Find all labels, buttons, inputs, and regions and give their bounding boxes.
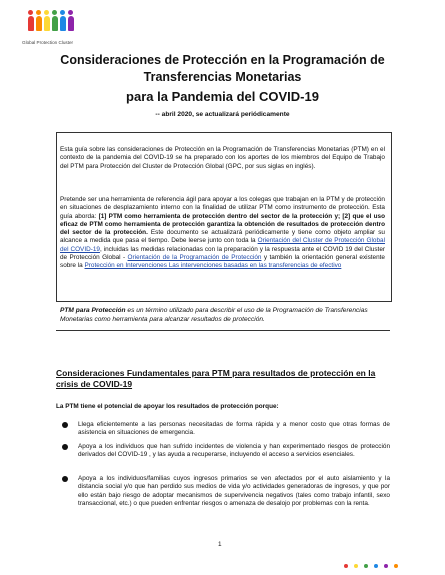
logo-figure-icon: [52, 16, 58, 31]
intro-paragraph-1: Esta guía sobre las consideraciones de Protección en la Programación de Transferencias Monetarias (PTM) en el contexto de la pandemia del COVID-19 se ha preparado con los aportes de los miembros del Equipo de Trabajo del PTM para Protección del Cluster de Protección Global (GPC, por sus siglas en inglés).: [60, 146, 385, 170]
dot-icon: [374, 564, 378, 568]
logo-figure-icon: [28, 16, 34, 31]
bullet-icon: [62, 444, 68, 450]
dot-icon: [394, 564, 398, 568]
document-page: Global Protection Cluster Consideraciones de Protección en la Programación de Transferencias Monetarias para la Pandemia del COVID-19 -- abril 2020, se actualizará periódicamente Esta guía sobre las consideraciones de Protección en la Programación de Transferencias Monetarias (PTM) en el contexto de la pandemia del COVID-19 se ha preparado con los aportes de los miembros del Equipo de Trabajo del PTM para Protección del Cluster de Protección Global (GPC, por sus siglas en inglés). Pretende ser una herramienta de referencia ágil para apoyar a los colegas que trabajan en la PTM y de protección en situaciones de desplazamiento interno con la finalidad de utilizar PTM como instrumento de protección. Esta guía aborda: [1] PTM como herramienta de protección dentro del sector de la protección y; [2] que el uso eficaz de PTM como herramienta de protección garantiza la obtención de resultados de protección dentro del sector de la protección. Este documento se actualizará periódicamente y tiene como objeto ampliar su alcance a medida que pasa el tiempo. Debe leerse junto con toda la Orientación del Cluster de Protección Global del COVID-19, incluidas las medidas relacionadas con la preparación y la respuesta ante el COVID 19 del Cluster de Protección Global - Orientación de la Programación de Protección y también la orientación general existente sobre la Protección en Intervenciones Las intervenciones basadas en las transferencias de efectivo PTM para Protección es un término utilizado para describir el uso de la Programación de Transferencias Monetarias como herramienta para alcanzar resultados de protección. Consideraciones Fundamentales para PTM para resultados de protección en la crisis de COVID-19 La PTM tiene el potencial de apoyar los resultados de protección porque: Llega eficientemente a las personas necesitadas de forma rápida y a menor costo que otras formas de asistencia en situaciones de emergencia. Apoya a los individuos que han sufrido incidentes de violencia y han experimentado riesgos de protección derivados del COVID-19 , y las ayuda a recuperarse, incluyendo el acceso a servicios esenciales. Apoya a los individuos/familias cuyos ingresos primarios se ven afectados por el auto aislamiento y la distancia social y/o que han perdido sus medios de vida y/o actividades generadoras de ingresos, y que por ello están bajo riesgo de adoptar mecanismos de supervivencia negativos (tales como trabajo infantil, sexo transaccional, etc.) o que pueden enfrentar riesgos o amenaza de desalojo por problemas con la renta. 1: [0, 0, 445, 575]
logo-figure-icon: [44, 16, 50, 31]
document-date: -- abril 2020, se actualizará periódicamente: [155, 111, 290, 118]
note-divider: [56, 330, 390, 331]
dot-icon: [384, 564, 388, 568]
logo-text: Global Protection Cluster: [22, 40, 74, 45]
logo-figure-icon: [36, 16, 42, 31]
bullet-icon: [62, 476, 68, 482]
document-subtitle: para la Pandemia del COVID-19: [126, 89, 319, 104]
document-title: Consideraciones de Protección en la Programación de Transferencias Monetarias: [60, 53, 385, 84]
link-gpc-covid-guidance[interactable]: Orientación del Cluster de Protección Global del COVID-19: [60, 237, 385, 253]
link-protection-programming[interactable]: Orientación de la Programación de Protección: [127, 254, 262, 262]
dot-icon: [354, 564, 358, 568]
definition-note: PTM para Protección es un término utilizado para describir el uso de la Programación de Transferencias Monetarias como herramienta para alcanzar resultados de protección.: [60, 307, 368, 323]
link-protection-cash-interventions[interactable]: Protección en Intervenciones Las intervenciones basadas en las transferencias de efectivo: [84, 262, 342, 270]
gpc-logo: [22, 10, 82, 52]
logo-figure-icon: [68, 16, 74, 31]
footer-dots: [344, 555, 424, 561]
logo-figure-icon: [60, 16, 66, 31]
section-heading: Consideraciones Fundamentales para PTM para resultados de protección en la crisis de COVID-19: [56, 368, 376, 389]
intro-paragraph-2: Pretende ser una herramienta de referencia ágil para apoyar a los colegas que trabajan en la PTM y de protección en situaciones de desplazamiento interno con la finalidad de utilizar PTM como instrumento de protección. Esta guía aborda: [1] PTM como herramienta de protección dentro del sector de la protección y; [2] que el uso eficaz de PTM como herramienta de protección garantiza la obtención de resultados de protección dentro del sector de la protección. Este documento se actualizará periódicamente y tiene como objeto ampliar su alcance a medida que pasa el tiempo. Debe leerse junto con toda la Orientación del Cluster de Protección Global del COVID-19, incluidas las medidas relacionadas con la preparación y la respuesta ante el COVID 19 del Cluster de Protección Global - Orientación de la Programación de Protección y también la orientación general existente sobre la Protección en Intervenciones Las intervenciones basadas en las transferencias de efectivo: [60, 196, 386, 270]
section-intro: La PTM tiene el potencial de apoyar los resultados de protección porque:: [56, 403, 279, 410]
dot-icon: [364, 564, 368, 568]
page-number: 1: [218, 541, 222, 548]
dot-icon: [344, 564, 348, 568]
bullet-icon: [62, 422, 68, 428]
